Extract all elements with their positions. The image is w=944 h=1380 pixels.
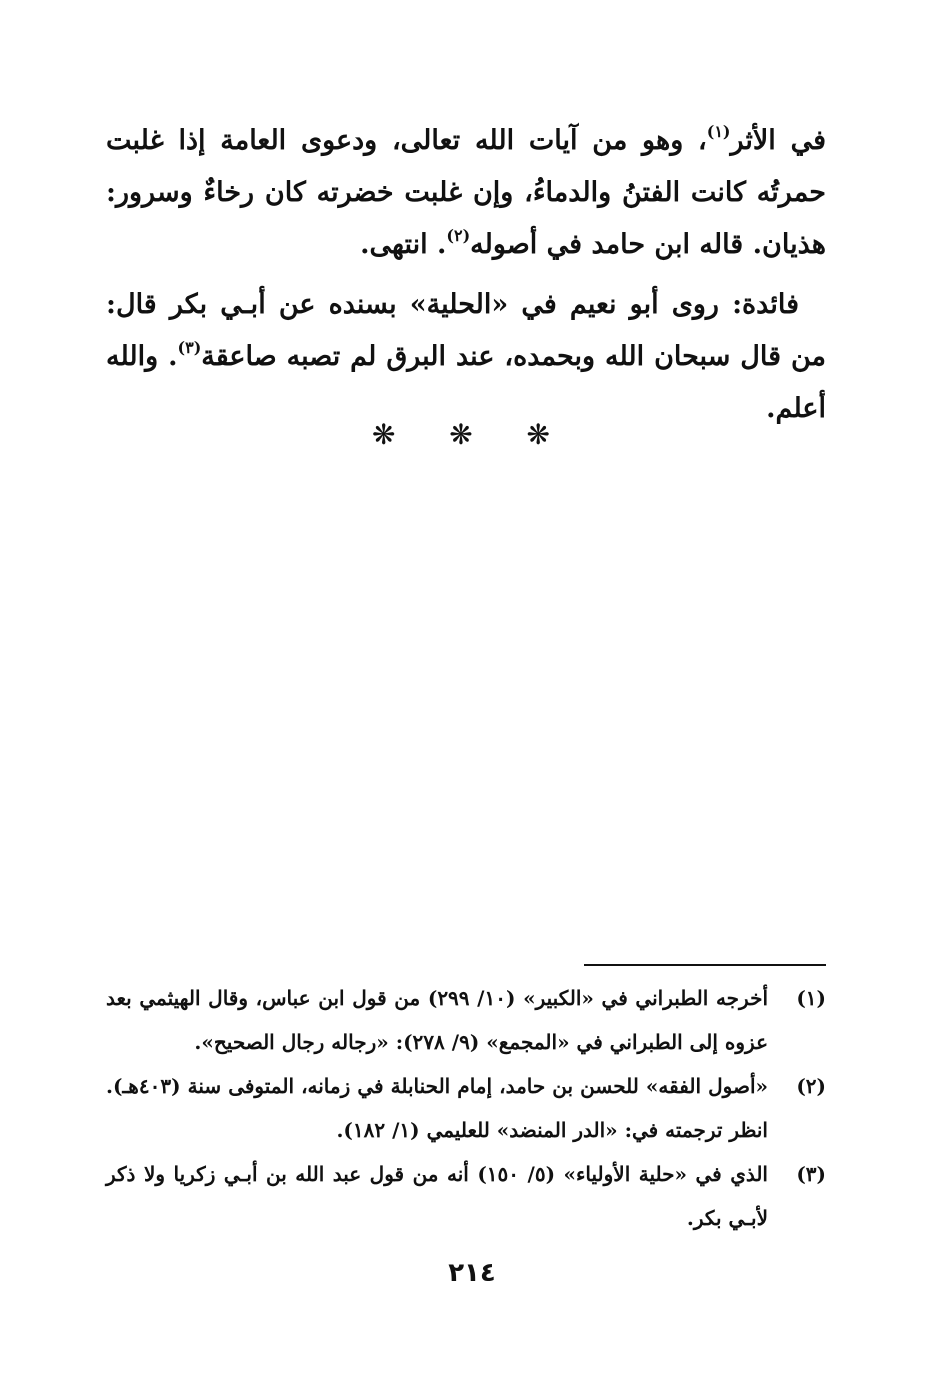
footnote-1	[106, 976, 826, 1064]
paragraph-1-text-b: ، وهو من آيات الله تعالى، ودعوى العامة إذا غلبت حمرتُه كانت الفتنُ والدماءُ، وإن غلبت خضرته كان رخاءٌ وسرور: هذيان. قاله ابن حامد في أصوله	[106, 125, 826, 260]
paragraph-2-text-b: . والله أعلم.	[106, 341, 826, 424]
page-number: ٢١٤	[448, 1258, 496, 1288]
footnote-number: (٣)	[796, 1162, 826, 1186]
footnote-ref-3: (٣)	[177, 338, 202, 357]
paragraph-1-text-a: في الأثر	[730, 125, 826, 156]
paragraph-2	[106, 279, 826, 435]
footnote-2	[106, 1064, 826, 1152]
footnote-ref-1: (١)	[706, 122, 731, 141]
footnote-text: الذي في «حلية الأولياء» (٥/ ١٥٠) أنه من قول عبد الله بن أبـي زكريا ولا ذكر لأبـي بكر.	[106, 1162, 768, 1230]
footnote-3	[106, 1152, 826, 1240]
main-text	[106, 115, 826, 443]
footnote-number: (١)	[796, 986, 826, 1010]
footnote-text: أخرجه الطبراني في «الكبير» (١٠/ ٢٩٩) من قول ابن عباس، وقال الهيثمي بعد عزوه إلى الطبراني في «المجمع» (٩/ ٢٧٨): «رجاله رجال الصحيح».	[106, 986, 768, 1054]
paragraph-2-text-a: روى أبو نعيم في «الحلية» بسنده عن أبـي بكر قال: من قال سبحان الله وبحمده، عند البرق لم تصبه صاعقة	[106, 289, 826, 372]
section-separator: ❋ ❋ ❋	[372, 418, 572, 451]
benefit-label: فائدة:	[732, 289, 799, 320]
footnotes	[106, 976, 826, 1240]
footnote-text: «أصول الفقه» للحسن بن حامد، إمام الحنابلة في زمانه، المتوفى سنة (٤٠٣هـ). انظر ترجمته في: «الدر المنضد» للعليمي (١/ ١٨٢).	[106, 1074, 769, 1142]
paragraph-1-text-c: . انتهى.	[360, 229, 447, 260]
footnote-number: (٢)	[796, 1074, 826, 1098]
footnote-rule	[584, 964, 826, 966]
footnote-ref-2: (٢)	[446, 226, 471, 245]
paragraph-1	[106, 115, 826, 271]
